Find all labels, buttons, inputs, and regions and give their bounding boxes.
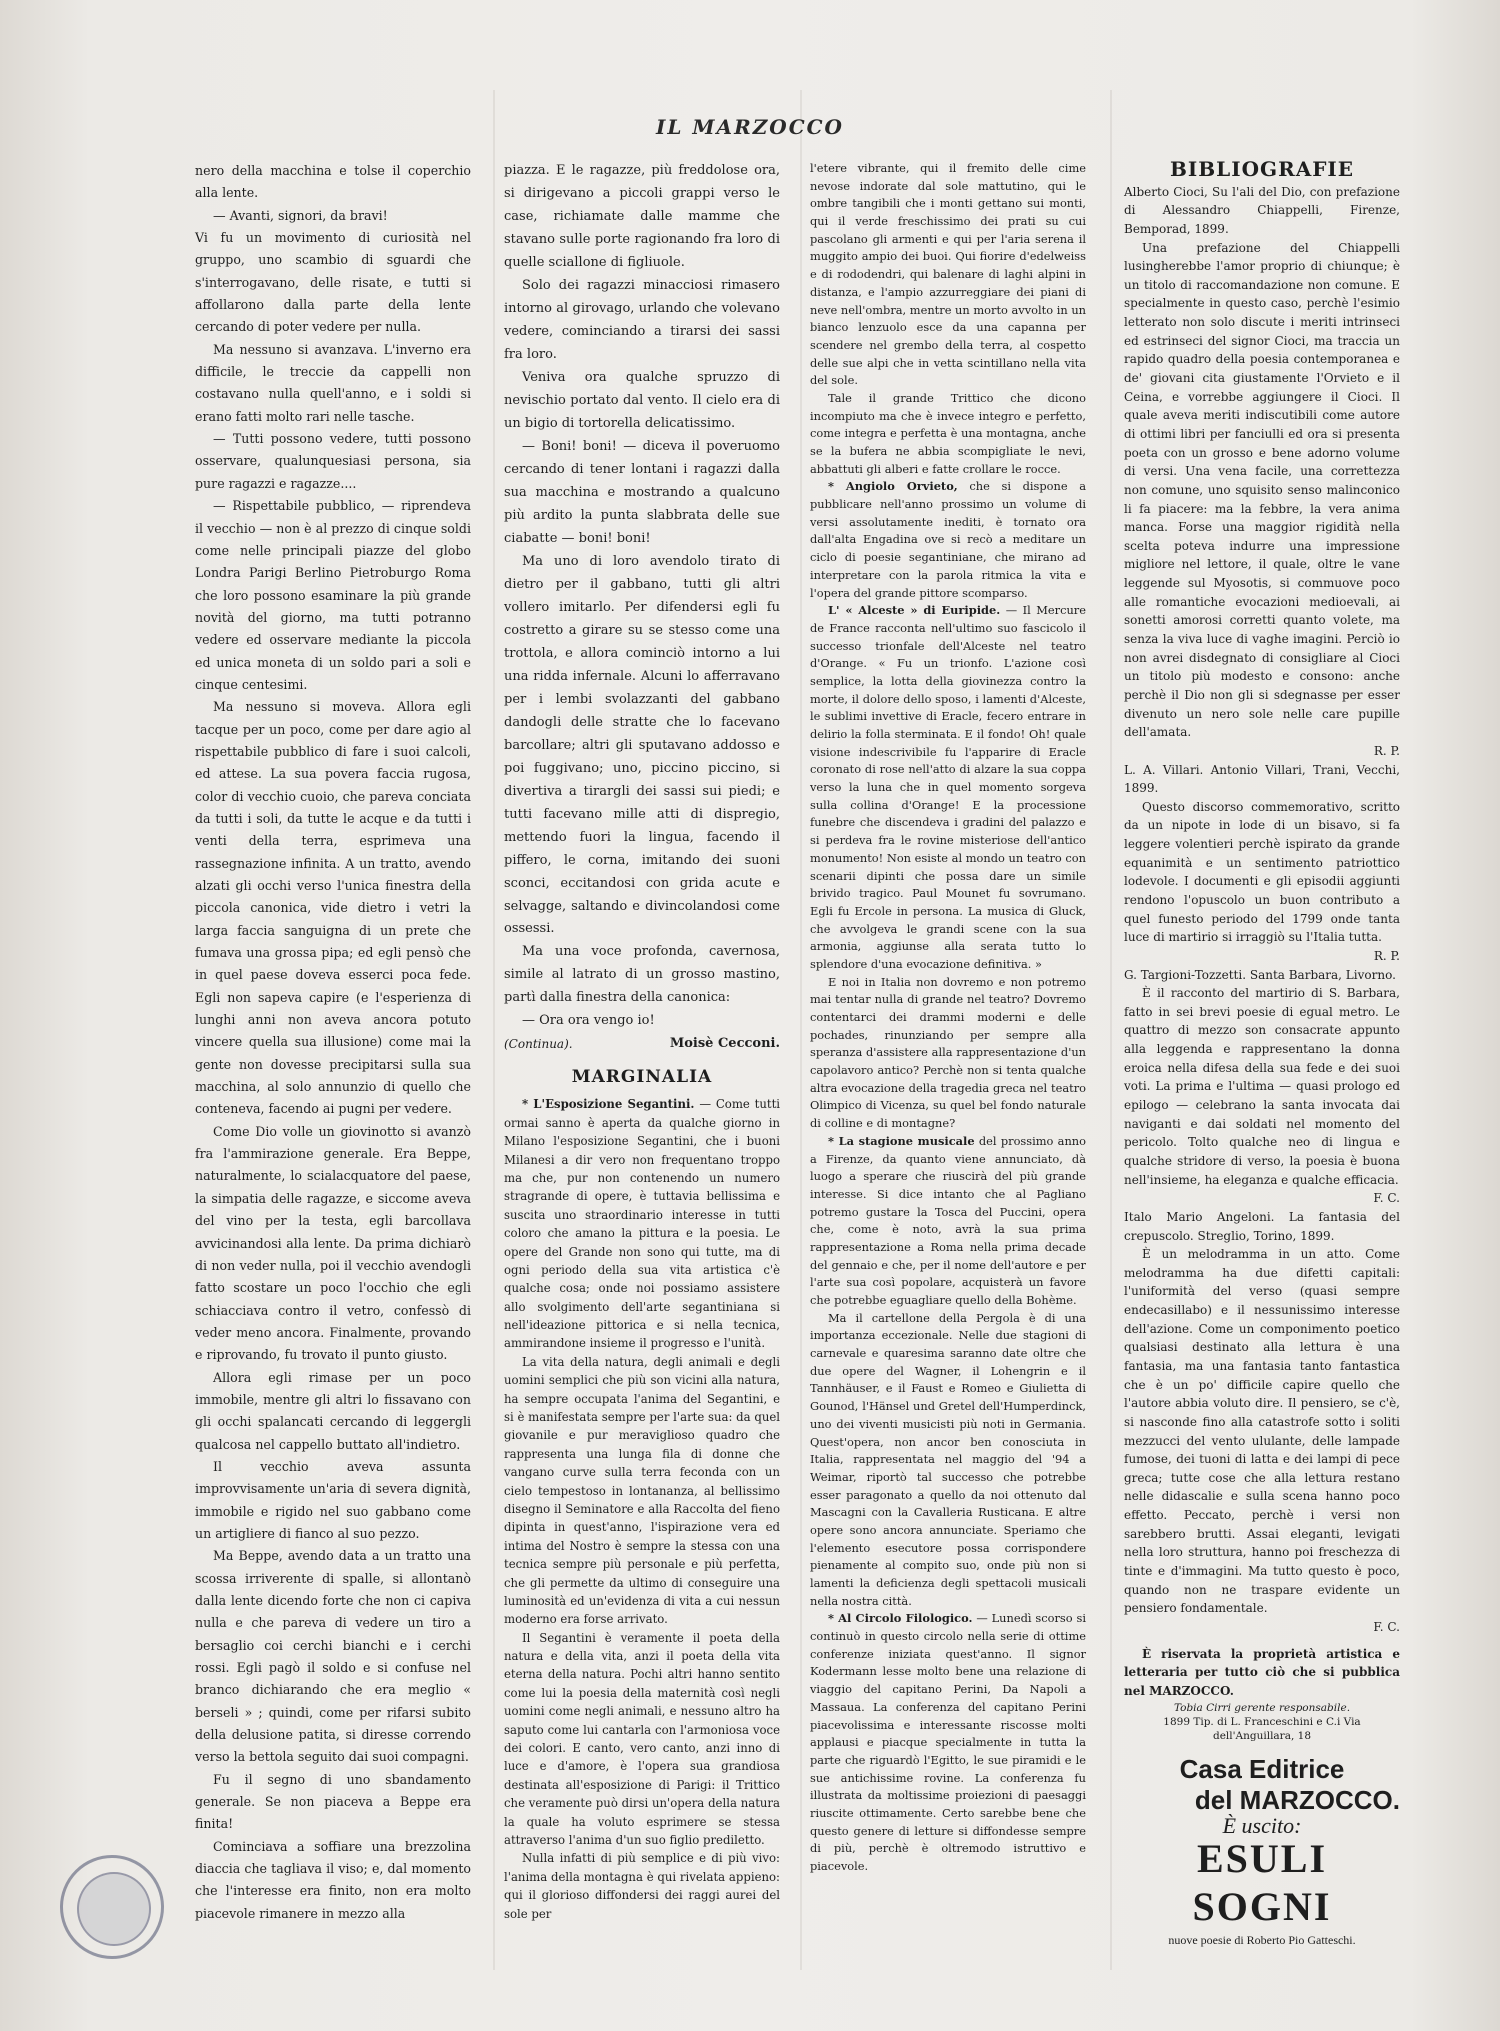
- paragraph: — Lunedì scorso si continuò in questo circolo nella serie di ottime conferenze iniziata quest'anno. Il signor Kodermann lesse molto bene una relazione di viaggio del capitano Perini, Da Napoli a Massaua. La conferenza del capitano Perini piacevolissima e interessante riscosse molti applausi e piacque specialmente in tutta la parte che riguardò l'Egitto, le sue piramidi e le sue antichissime rovine. La conferenza fu illustrata da moltissime proiezioni di paesaggi riuscite ottimamente. Certo sarebbe bene che questo genere di letture si diffondesse sempre di più, perchè è oltremodo istruttivo e piacevole.: [810, 1611, 1086, 1873]
- article-lead: * Angiolo Orvieto,: [828, 479, 958, 494]
- book-subtitle: nuove poesie di Roberto Pio Gatteschi.: [1168, 1933, 1356, 1948]
- review-citation: L. A. Villari. Antonio Villari, Trani, Vecchi, 1899.: [1124, 762, 1400, 796]
- byline-row: [504, 1033, 780, 1056]
- paragraph: — Ora ora vengo io!: [522, 1013, 655, 1029]
- review-initials: R. P.: [1373, 948, 1400, 963]
- column-crease: [493, 90, 495, 1970]
- article-lead: * La stagione musicale: [828, 1133, 975, 1148]
- paragraph: Ma una voce profonda, cavernosa, simile al latrato di un grosso mastino, partì dalla finestra della canonica:: [504, 944, 780, 1006]
- publisher-line: Casa Editrice: [1179, 1753, 1345, 1784]
- running-header: IL MARZOCCO: [656, 115, 844, 139]
- paragraph: Allora egli rimase per un poco immobile, mentre gli altri lo fissavano con gli occhi spalancati cercando di leggergli qualcosa nel cappello buttato all'indietro.: [195, 1369, 471, 1452]
- printer-line: 1899 Tip. di L. Franceschini e C.i Via dell'Anguillara, 18: [1163, 1715, 1361, 1742]
- review-text: È il racconto del martirio di S. Barbara, fatto in sei brevi poesie di egual metro. Le quattro di mezzo son consacrate appunto alla leggenda e rappresentano la donna eroica nella difesa della sua fede e dei suoi voti. La prima e l'ultima — quasi prologo ed epilogo — celebrano la santa invocata dai naviganti e dai soldati nel momento del pericolo. Tolto qualche neo di lingua e qualche stridore di verso, la poesia è buona nell'insieme, ha eleganza e qualche efficacia.: [1124, 986, 1400, 1187]
- paragraph: nero della macchina e tolse il coperchio alla lente.: [195, 163, 471, 201]
- column-1: [195, 160, 471, 1925]
- publisher-ad: [1124, 1753, 1400, 1950]
- column-crease: [800, 90, 802, 1970]
- paragraph: — Tutti possono vedere, tutti possono osservare, qualunquesiasi persona, sia pure ragazzi e ragazze....: [195, 431, 471, 491]
- column-4: [1124, 157, 1400, 1950]
- paragraph: Ma il cartellone della Pergola è di una importanza eccezionale. Nelle due stagioni di carnevale e quaresima saranno date oltre che due opere del Wagner, il Lohengrin e il Tannhäuser, e il Faust e Romeo e Giulietta di Gounod, l'Hänsel und Gretel dell'Humperdinck, uno dei viventi musicisti più noti in Germania. Quest'opera, non ancor ben conosciuta in Italia, rappresentata nel maggio del '94 a Weimar, riportò tal successo che potrebbe esser paragonato a quello da noi ottenuto dal Mascagni con la Cavalleria Rusticana. E altre opere sono ancora annunciate. Speriamo che l'elemento esecutore possa corrispondere pienamente al compito suo, onde più non si lamenti la deficienza degli spettacoli musicali nella nostra città.: [810, 1310, 1086, 1608]
- section-heading: BIBLIOGRAFIE: [1169, 157, 1355, 181]
- book-title: ESULI SOGNI: [1192, 1836, 1332, 1930]
- paragraph: Ma nessuno si avanzava. L'inverno era difficile, le treccie da cappelli non costavano nulla quell'anno, e i soldi si erano fatti molto rari nelle tasche.: [195, 341, 471, 424]
- article-lead: L' « Alceste » di Euripide.: [828, 603, 1001, 618]
- article-lead: * L'Esposizione Segantini.: [522, 1097, 695, 1112]
- review-initials: F. C.: [1373, 1619, 1400, 1634]
- column-3: [810, 160, 1086, 1876]
- paragraph: l'etere vibrante, qui il fremito delle cime nevose indorate dal sole mattutino, qui le ombre tangibili che i monti gettano sui monti, qui il verde freschissimo dei prati su cui pascolano gli armenti e qui per l'aria serena il muggito ampio dei buoi. Qui fiorire d'edelweiss e di rododendri, qui balenare di laghi alpini in distanza, e l'ampio azzurreggiare dei piani di neve nell'ombra, mentre un morto avvolto in un bianco lenzuolo esce da una capanna per scendere nel grembo della terra, al cospetto delle sue alpi che in vetta scintillano nella vita del sole.: [810, 161, 1087, 388]
- review-citation: Alberto Cioci, Su l'ali del Dio, con prefazione di Alessandro Chiappelli, Firenze, Bemporad, 1899.: [1124, 184, 1400, 236]
- paragraph: — Come tutti ormai sanno è aperta da qualche giorno in Milano l'esposizione Segantini, che i buoni Milanesi a dir vero non frequentano troppo ma che, pur non contenendo un numero stragrande di opere, è tuttavia bellissima e suscita uno straordinario interesse in tutti coloro che amano la pittura e la poesia. Le opere del Grande non sono qui tutte, ma di ogni periodo della sua vita artistica c'è qualche cosa; onde noi possiamo assistere allo svolgimento dell'arte segantiniana si nell'ideazione pittorica e si nella tecnica, ammirandone insieme il progresso e l'unità.: [504, 1097, 781, 1351]
- review-initials: F. C.: [1373, 1191, 1400, 1206]
- column-crease: [1110, 90, 1112, 1970]
- review-text: È un melodramma in un atto. Come melodramma ha due difetti capitali: l'uniformità del verso (quasi sempre endecasillabo) e il nessunissimo interesse dell'azione. Come un componimento poetico qualsiasi destinato alla lettura è una fantasia, ma una fantasia tanto fantastica che è un po' difficile capire quello che l'autore abbia voluto dire. Il pensiero, se c'è, si nasconde fino alla catastrofe sotto i soliti mezzucci del vento ululante, delle lampade fumose, dei tuoni di latta e dei lampi di pece greca; tutte cose che alla lettura restano nelle didascalie e sulla scena hanno poco effetto. Peccato, perchè i versi non sarebbero brutti. Assai eleganti, levigati nella loro struttura, hanno poi freschezza di tinte e d'immagini. Ma tutto questo è poco, quando non ne traspare evidente un pensiero fondamentale.: [1124, 1247, 1400, 1616]
- paragraph: piazza. E le ragazze, più freddolose ora, si dirigevano a piccoli grappi verso le case, richiamate dalle mamme che stavano sulle porte ragionando fra loro di quelle sciallone di figliuole.: [504, 163, 780, 270]
- paragraph: Nulla infatti di più semplice e di più vivo: l'anima della montagna è qui rivelata appieno: qui il glorioso diffondersi dei raggi aurei del sole per: [504, 1851, 780, 1921]
- paragraph: Ma Beppe, avendo data a un tratto una scossa irriverente di spalle, si allontanò dalla lente dicendo forte che non ci capiva nulla e che pareva di vedere un tiro a bersaglio coi cerchi bianchi e i cerchi rossi. Egli pagò il soldo e si confuse nel branco dichiarando che era meglio « berseli » ; quindi, come per rifarsi subito della delusione patita, si diresse correndo verso la bettola seguito dai suoi compagni.: [195, 1548, 471, 1765]
- paragraph: Come Dio volle un giovinotto si avanzò fra l'ammirazione generale. Era Beppe, naturalmente, lo scialacquatore del paese, la simpatia delle ragazze, e siccome aveva del vino per la testa, egli barcollava avvicinandosi alla lente. Da prima dichiarò di non veder nulla, poi il vecchio avendogli fatto scostare un poco l'occhio che egli schiacciava contro il vetro, confessò di veder meno ancora. Finalmente, provando e riprovando, fu trovato il punto giusto.: [195, 1123, 471, 1363]
- paragraph: Fu il segno di uno sbandamento generale. Se non piaceva a Beppe era finita!: [195, 1771, 471, 1832]
- paragraph: Solo dei ragazzi minacciosi rimasero intorno al girovago, urlando che volevano vedere, cominciando a tirarsi dei sassi fra loro.: [504, 277, 780, 362]
- publisher-line: del MARZOCCO.: [1194, 1784, 1400, 1815]
- paragraph: — Rispettabile pubblico, — riprendeva il vecchio — non è al prezzo di cinque soldi come nelle principali piazze del globo Londra Parigi Berlino Pietroburgo Roma che loro possono esaminare la più grande novità del giorno, ma tutti potranno vedere ed osservare mediante la piccola ed unica moneta di un soldo pari a soli e cinque centesimi.: [195, 498, 471, 692]
- rights-notice: È riservata la proprietà artistica e letteraria per tutto ciò che si pubblica nel MARZOCCO.: [1124, 1646, 1400, 1698]
- paragraph: E noi in Italia non dovremo e non potremo mai tentar nulla di grande nel teatro? Dovremo contentarci dei drammi moderni e delle pochades, rinunziando per sempre alla speranza d'assistere alla rappresentazione d'un capolavoro antico? Perchè non si tenta qualche altra evocazione della tragedia greca nel teatro Olimpico di Vicenza, su quel bel fondo naturale di colline e di montagne?: [810, 974, 1086, 1131]
- section-heading: MARGINALIA: [571, 1067, 713, 1088]
- library-stamp-icon: [60, 1855, 164, 1959]
- review-text: Questo discorso commemorativo, scritto da un nipote in lode di un bisavo, si fa leggere volentieri perchè ispirato da grande equanimità e un sentimento patriottico lodevole. I documenti e gli episodii aggiunti rendono l'opuscolo un buon contributo a quel funesto periodo del 1799 onde tanta luce di martirio si irraggiò su l'Italia tutta.: [1124, 799, 1400, 945]
- paragraph: che si dispone a pubblicare nell'anno prossimo un volume di versi assolutamente inediti, è tornato ora dall'alta Engadina ove si recò a meditare un ciclo di poesie segantiniane, che mirano ad interpretare con la parola ritmica la vita e l'opera del grande pittore scomparso.: [810, 479, 1086, 600]
- paragraph: La vita della natura, degli animali e degli uomini semplici che più son vicini alla natura, ha sempre occupata l'anima del Segantini, e si è manifestata sempre per l'arte sua: da quel giovanile e pur meraviglioso quadro che rappresenta una lunga fila di donne che vangano curve sulla terra feconda con un cielo tempestoso in lontananza, al bellissimo disegno il Seminatore e alla Raccolta del fieno dipinta in quest'anno, l'ispirazione vera ed intima del Nostro è sempre la stessa con una tecnica sempre più personale e più perfetta, che gli permette da ultimo di conseguire una luminosità ed un'evidenza di vita a cui nessun moderno era forse arrivato.: [504, 1354, 780, 1627]
- paragraph: — Boni! boni! — diceva il poveruomo cercando di tener lontani i ragazzi dalla sua macchina e mostrando a qualcuno più ardito la punta slabbrata delle sue ciabatte — boni! boni!: [504, 438, 780, 546]
- author-signature: Moisè Cecconi.: [669, 1036, 780, 1052]
- paragraph: Cominciava a soffiare una brezzolina diaccia che tagliava il viso; e, dal momento che l'interesse era finito, non era molto piacevole rimanere in mezzo alla: [195, 1838, 471, 1921]
- paragraph: Il vecchio aveva assunta improvvisamente un'aria di severa dignità, immobile e rigido nel suo gabbano come un artigliere di fianco al suo pezzo.: [195, 1458, 471, 1541]
- paragraph: — Avanti, signori, da bravi!: [213, 207, 388, 223]
- paragraph: Ma uno di loro avendolo tirato di dietro per il gabbano, tutti gli altri vollero imitarlo. Per difendersi egli fu costretto a girare su se stesso come una trottola, e allora cominciò intorno a lui una ridda infernale. Alcuni lo afferravano per i lembi svolazzanti del gabbano dandogli delle stratte che lo facevano barcollare; altri gli sputavano addosso e poi fuggivano; uno, piccino piccino, si divertiva a tirargli dei sassi sui piedi; e tutti facevano mille atti di dispregio, mettendo fuori la lingua, facendo il piffero, le corna, imitando dei suoni sconci, eccitandosi con grida acute e selvagge, saltando e divincolandosi come ossessi.: [504, 553, 780, 937]
- published-label: È uscito:: [1222, 1812, 1302, 1838]
- paragraph: Tale il grande Trittico che dicono incompiuto ma che è invece integro e perfetto, come integra e perfetta è una montagna, anche se la bufera ne abbia scompigliate le nevi, abbattuti gli alberi e fatte crollare le rocce.: [810, 390, 1086, 476]
- paragraph: del prossimo anno a Firenze, da quanto viene annunciato, dà luogo a sperare che riuscirà del più grande interesse. Si dice intanto che al Pagliano potremo gustare la Tosca del Puccini, opera che, come è noto, avrà la sua prima rappresentazione a Roma nella prima decade del gennaio e che, per il nome dell'autore e per l'arte sua così popolare, acquisterà un favore che potrebbe eguagliare quello della Bohème.: [810, 1133, 1087, 1307]
- paragraph: Il Segantini è veramente il poeta della natura e della vita, anzi il poeta della vita eterna della natura. Pochi altri hanno sentito come lui la poesia della maternità così negli uomini come negli animali, e nessuno altro ha saputo come lui cantarla con l'armoniosa voce dei colori. E canto, vero canto, anzi inno di luce e d'amore, è l'opera sua grandiosa destinata all'esposizione di Parigi: il Trittico che veramente può dirsi un'opera della natura la quale ha voluto esprimere se stessa attraverso l'anima d'un suo figlio prediletto.: [504, 1630, 780, 1847]
- segantini-article: [504, 1095, 780, 1923]
- paragraph: Veniva ora qualche spruzzo di nevischio portato dal vento. Il cielo era di un bigio di tortorella delicatissimo.: [504, 369, 780, 431]
- paragraph: — Il Mercure de France racconta nell'ultimo suo fascicolo il successo trionfale dell'Alceste nel teatro d'Orange. « Fu un trionfo. L'azione così semplice, la lotta della giovinezza contro la morte, il dolore dello sposo, i lamenti d'Alceste, le sublimi invettive di Eracle, fecero entrare in delirio la folla sterminata. E il fondo! Oh! quale visione indescrivibile fu l'apparire di Eracle coronato di rose nell'atto di alzare la sua coppa verso la luna che in quel momento sorgeva sulla collina d'Orange! E la processione funebre che discendeva i gradini del palazzo e si perdeva fra le rovine misteriose dell'antico monumento! Non esiste al mondo un teatro con scenarii dipinti che possa dare un simile brivido tragico. Paul Mounet fu sovrumano. Egli fu Ercole in persona. La musica di Gluck, che avvolgeva le grandi scene con la sua armonia, aggiunse alla serata tutto lo splendore d'una evocazione definitiva. »: [810, 603, 1086, 971]
- review-text: Una prefazione del Chiappelli lusingherebbe l'amor proprio di chiunque; è un titolo di raccomandazione non comune. E specialmente in questo caso, perchè l'esimio letterato non solo discute i meriti intrinseci ed estrinseci del signor Cioci, ma traccia un rapido quadro della poesia contemporanea e de' giovani cita giustamente l'Orvieto e il Ceina, e vorrebbe aggiungere il Cioci. Il quale aveva meriti indiscutibili come autore di ottimi libri per fanciulli ed ora si presenta poeta con un grosso e bene adorno volume di versi. Una vena facile, una correttezza non comune, uno squisito senso malinconico li fa piacere: ma la febbre, la vera anima manca. Forse una maggior rigidità nella scelta poteva indurre una impressione migliore nel lettore, il quale, oltre le vane leggende sul Myosotis, si commuove poco alle romantiche evocazioni medioevali, ai sonetti amorosi corretti quanto volete, ma senza la viva luce di vaghe imagini. Perciò io non avrei disdegnato di consigliare al Cioci un titolo più modesto e consono: anche perchè il Dio non gli si sdegnasse per esser divenuto un nero sole nelle care pupille dell'amata.: [1124, 240, 1400, 740]
- column-2: [504, 160, 780, 1923]
- paragraph: Vi fu un movimento di curiosità nel gruppo, uno scambio di sguardi che s'interrogavano, delle risate, e tutti si affollarono dalla parte della lente cercando di poter vedere per nulla.: [195, 230, 471, 335]
- continua-note: (Continua).: [504, 1037, 573, 1052]
- review-initials: R. P.: [1373, 743, 1400, 758]
- article-lead: * Al Circolo Filologico.: [828, 1611, 973, 1626]
- review-citation: G. Targioni-Tozzetti. Santa Barbara, Livorno.: [1124, 967, 1396, 982]
- manager-line: Tobia Cirri gerente responsabile.: [1173, 1701, 1351, 1714]
- review-citation: Italo Mario Angeloni. La fantasia del crepuscolo. Streglio, Torino, 1899.: [1124, 1209, 1400, 1243]
- paragraph: Ma nessuno si moveva. Allora egli tacque per un poco, come per dare agio al rispettabile pubblico di fare i suoi calcoli, ed attese. La sua povera faccia rugosa, color di vecchio cuoio, che pareva conciata da tutti i soli, da tutte le acque e da tutti i venti della terra, esprimeva una rassegnazione infinita. A un tratto, avendo alzati gli occhi verso l'unica finestra della piccola canonica, vide dietro i vetri la larga faccia sanguigna di un prete che fumava una grossa pipa; ed egli pensò che in quel paese doveva esserci poca fede. Egli non sapeva capire (e l'esperienza di lunghi anni non aveva ancora potuto vincere quella sua illusione) come mai la gente non dovesse precipitarsi sulla sua macchina, al solo annunzio di quello che conteneva, facendo ai pugni per vedere.: [195, 699, 471, 1117]
